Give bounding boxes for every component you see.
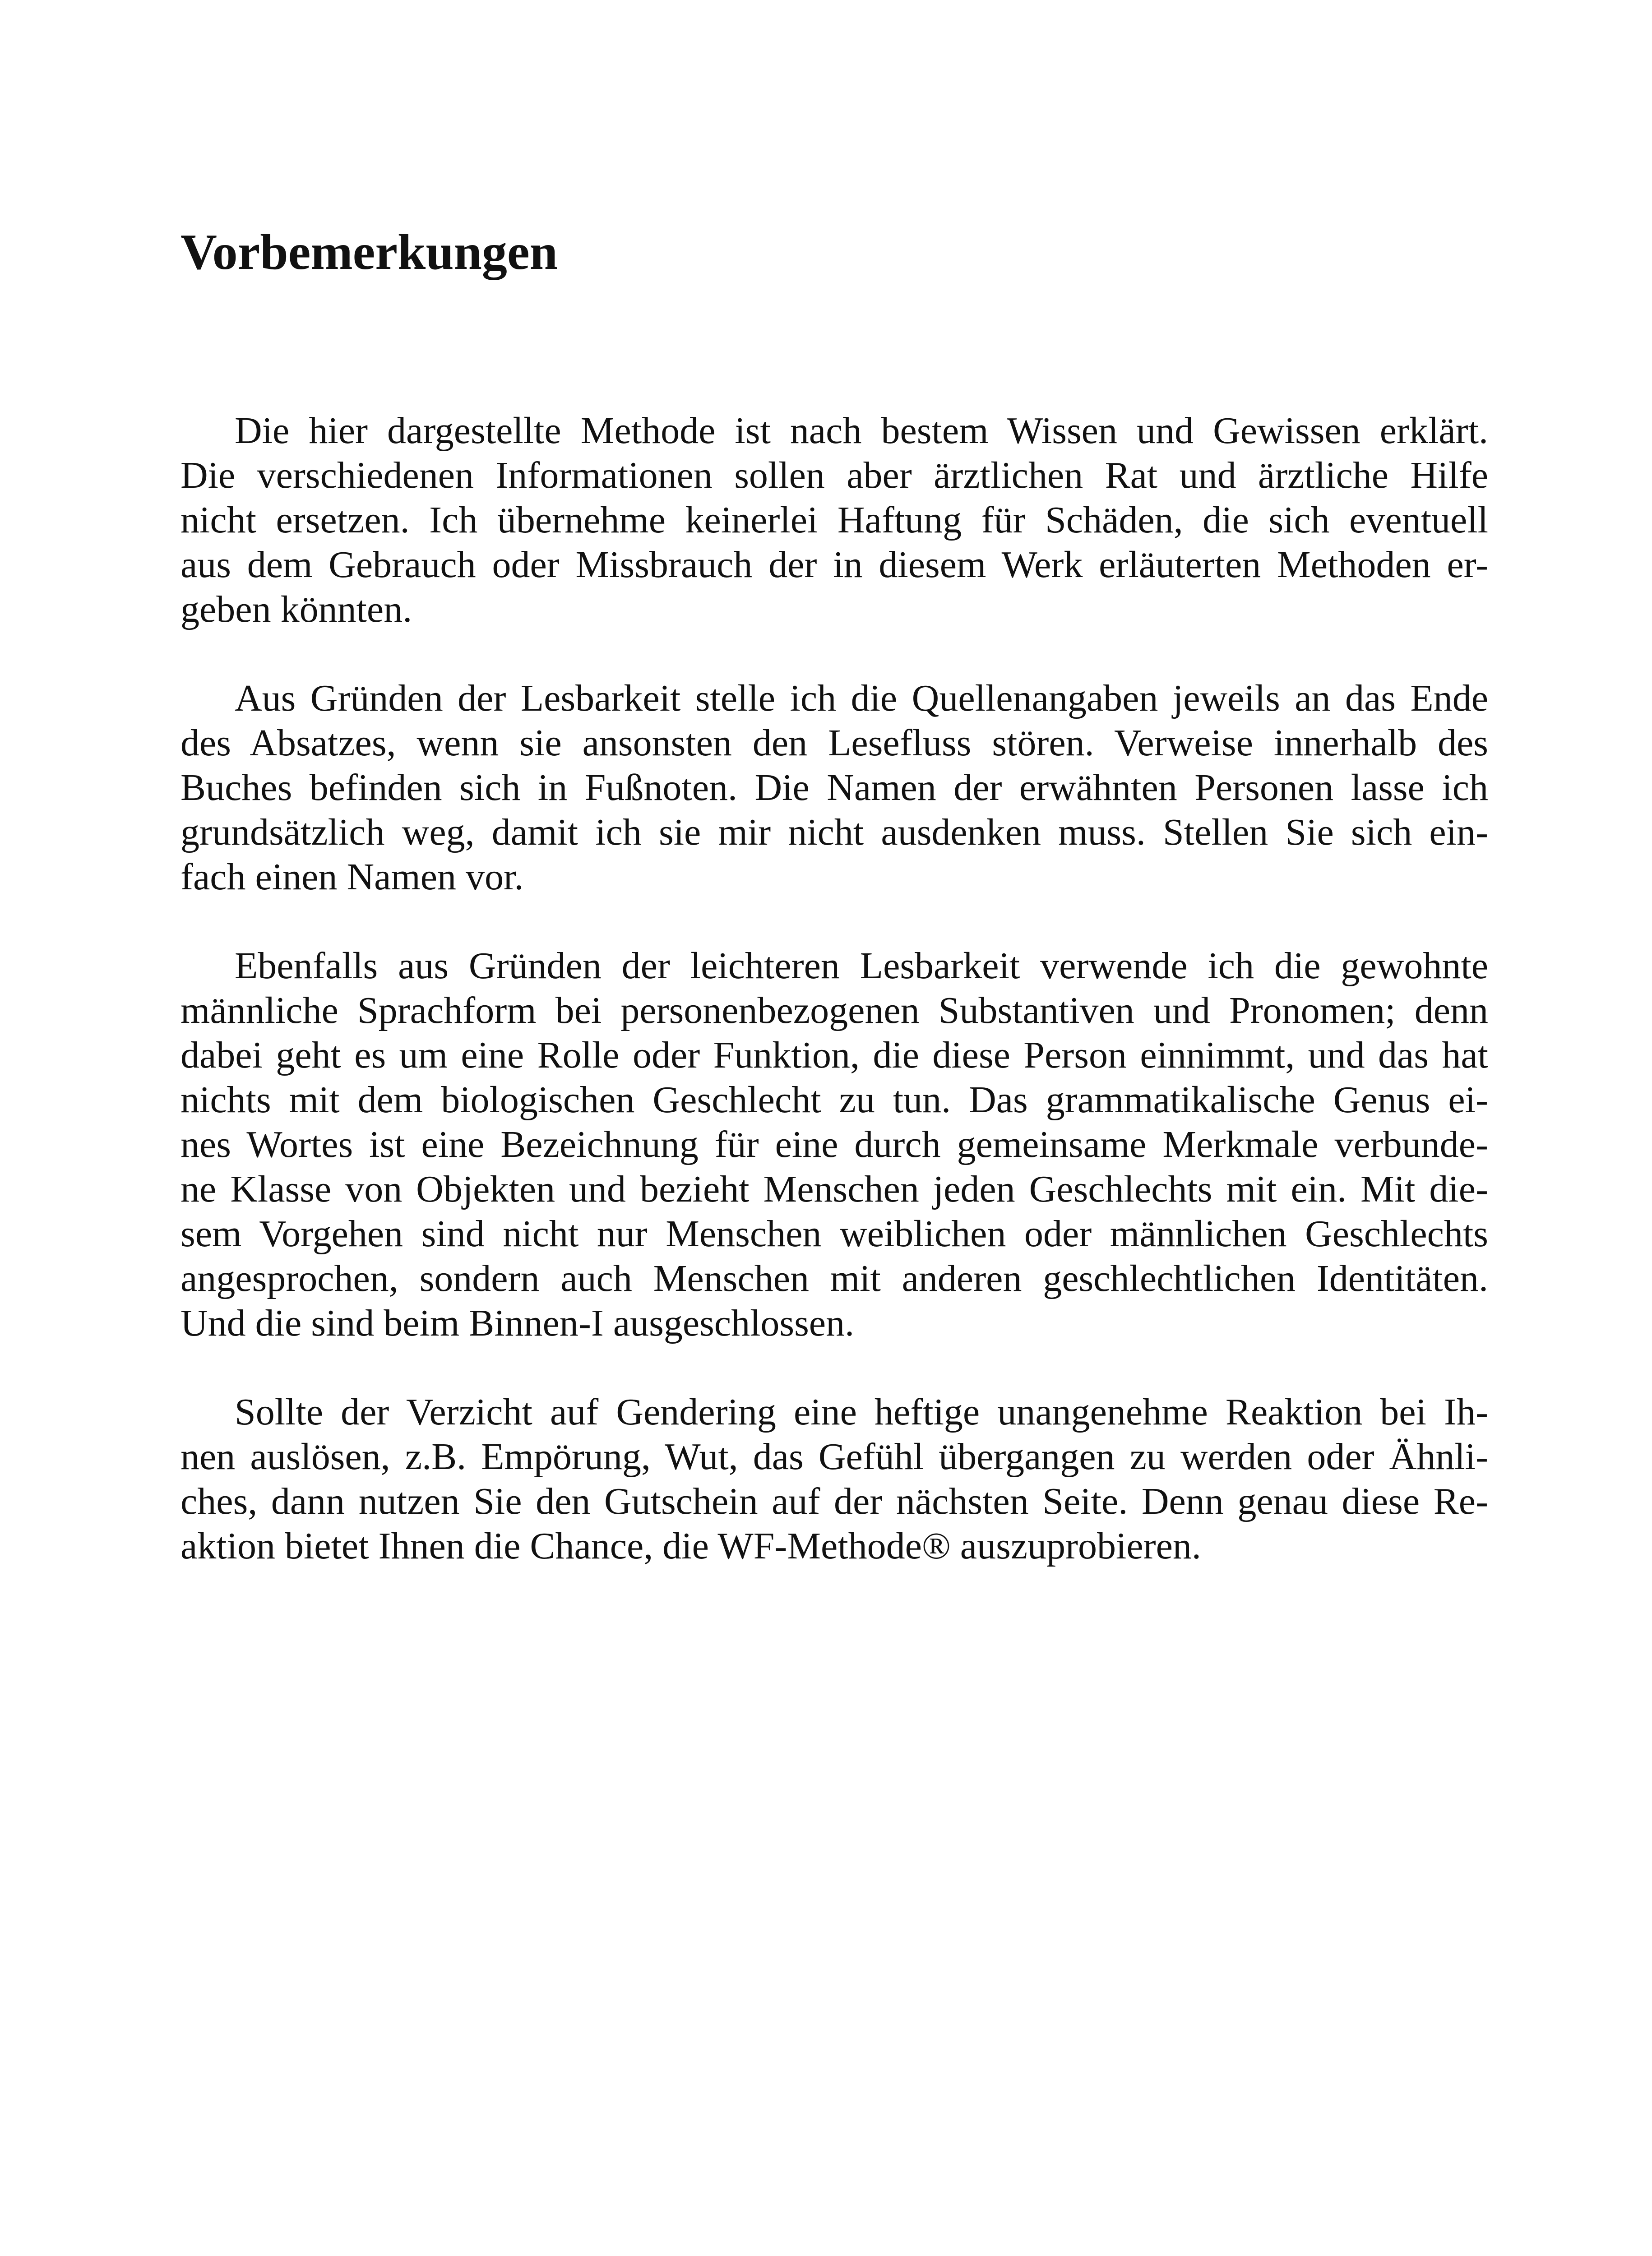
text-line: Aus Gründen der Lesbarkeit stelle ich die Quellenangaben jeweils an das Ende	[235, 677, 1488, 719]
text-line: ne Klasse von Objekten und bezieht Menschen jeden Geschlechts mit ein. Mit die-	[180, 1168, 1488, 1210]
text-line: nes Wortes ist eine Bezeichnung für eine durch gemeinsame Merkmale verbunde-	[180, 1123, 1488, 1165]
text-line: aktion bietet Ihnen die Chance, die WF-Methode® auszuprobieren.	[180, 1525, 1201, 1567]
text-line: fach einen Namen vor.	[180, 856, 524, 898]
body-text	[180, 408, 1488, 1613]
text-line: Und die sind beim Binnen-I ausgeschlossen.	[180, 1302, 855, 1344]
text-line: ches, dann nutzen Sie den Gutschein auf der nächsten Seite. Denn genau diese Re-	[180, 1480, 1488, 1522]
paragraph-language-form	[180, 943, 1488, 1345]
text-line: Buches befinden sich in Fußnoten. Die Namen der erwähnten Personen lasse ich	[180, 767, 1488, 809]
paragraph-sources	[180, 676, 1488, 899]
text-line: Die hier dargestellte Methode ist nach bestem Wissen und Gewissen erklärt.	[235, 410, 1488, 452]
text-line: geben könnten.	[180, 588, 412, 630]
text-line: männliche Sprachform bei personenbezogenen Substantiven und Pronomen; denn	[180, 989, 1488, 1031]
text-line: aus dem Gebrauch oder Missbrauch der in diesem Werk erläuterten Methoden er-	[180, 544, 1488, 586]
text-line: nen auslösen, z.B. Empörung, Wut, das Gefühl übergangen zu werden oder Ähnli-	[180, 1436, 1488, 1478]
paragraph-gendering	[180, 1390, 1488, 1568]
text-line: des Absatzes, wenn sie ansonsten den Lesefluss stören. Verweise innerhalb des	[180, 722, 1488, 764]
text-line: nicht ersetzen. Ich übernehme keinerlei Haftung für Schäden, die sich eventuell	[180, 499, 1488, 541]
text-line: angesprochen, sondern auch Menschen mit anderen geschlechtlichen Identitäten.	[180, 1257, 1488, 1299]
text-line: sem Vorgehen sind nicht nur Menschen weiblichen oder männlichen Geschlechts	[180, 1213, 1488, 1255]
text-line: dabei geht es um eine Rolle oder Funktion, die diese Person einnimmt, und das hat	[180, 1034, 1488, 1076]
page-title: Vorbemerkungen	[180, 224, 558, 280]
paragraph-disclaimer	[180, 408, 1488, 632]
text-line: grundsätzlich weg, damit ich sie mir nicht ausdenken muss. Stellen Sie sich ein-	[180, 811, 1488, 853]
text-line: Sollte der Verzicht auf Gendering eine heftige unangenehme Reaktion bei Ih-	[235, 1391, 1488, 1433]
text-line: Die verschiedenen Informationen sollen aber ärztlichen Rat und ärztliche Hilfe	[180, 454, 1488, 496]
text-line: Ebenfalls aus Gründen der leichteren Lesbarkeit verwende ich die gewohnte	[235, 945, 1488, 987]
text-line: nichts mit dem biologischen Geschlecht zu tun. Das grammatikalische Genus ei-	[180, 1079, 1488, 1121]
